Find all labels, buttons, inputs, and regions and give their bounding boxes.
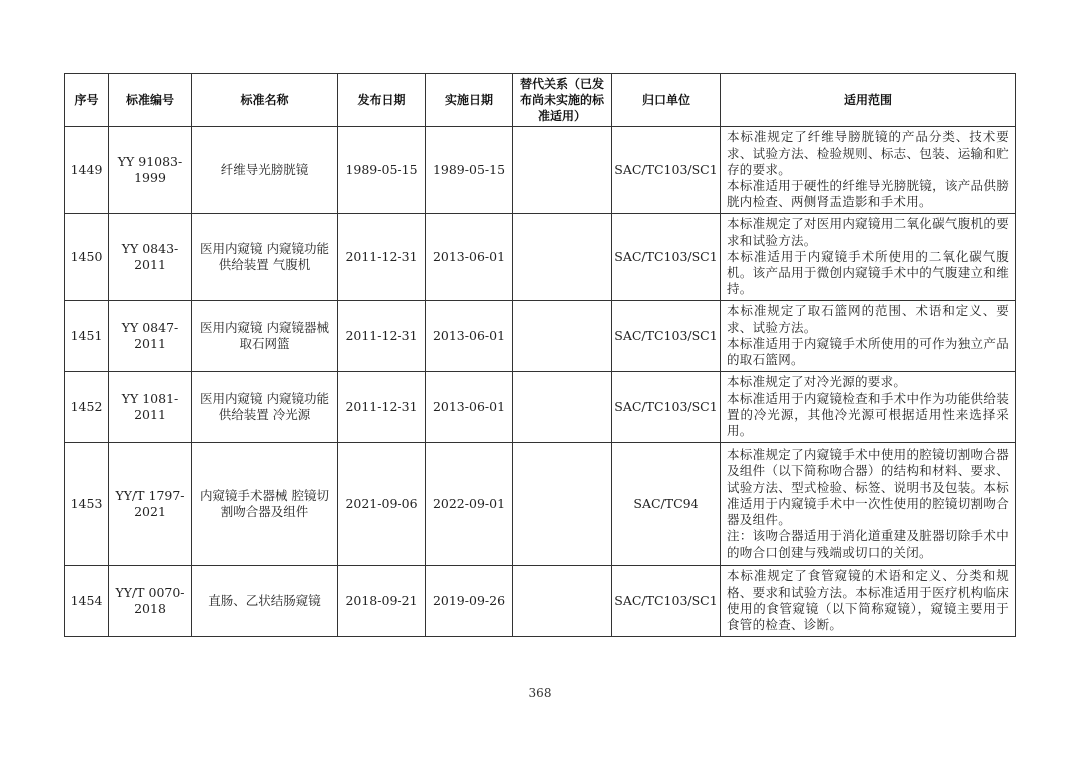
table-row [65,214,1016,301]
row-no: 1453 [65,443,109,566]
row-replacement [513,566,612,637]
table-row [65,301,1016,372]
table-row [65,372,1016,443]
row-scope-text: 本标准规定了内窥镜手术中使用的腔镜切割吻合器及组件（以下简称吻合器）的结构和材料、要求、试验方法、型式检验、标签、说明书及包装。本标准适用于内窥镜手术中一次性使用的腔镜切割吻合器及组件。 注：该吻合器适用于消化道重建及脏器切除手术中的吻合口创建与残端或切口的关闭。 [727,446,1009,560]
row-publish-date: 2011-12-31 [338,301,426,372]
row-scope [721,372,1016,443]
row-code: YY/T 0070-2018 [109,566,192,637]
row-publish-date: 2011-12-31 [338,214,426,301]
row-replacement [513,372,612,443]
row-unit: SAC/TC103/SC1 [612,301,721,372]
row-implement-date: 2019-09-26 [426,566,513,637]
row-code: YY 0847-2011 [109,301,192,372]
row-implement-date: 2022-09-01 [426,443,513,566]
row-replacement [513,214,612,301]
header-implement-date: 实施日期 [426,74,513,127]
row-name: 直肠、乙状结肠窥镜 [192,566,338,637]
row-name: 医用内窥镜 内窥镜功能供给装置 气腹机 [192,214,338,301]
header-replacement: 替代关系（已发布尚未实施的标准适用） [513,74,612,127]
row-scope [721,127,1016,214]
row-replacement [513,301,612,372]
page-number: 368 [528,686,552,700]
row-replacement [513,127,612,214]
row-code: YY 91083-1999 [109,127,192,214]
row-name: 纤维导光膀胱镜 [192,127,338,214]
standards-table [64,73,1016,637]
row-implement-date: 1989-05-15 [426,127,513,214]
table-row [65,127,1016,214]
header-scope: 适用范围 [721,74,1016,127]
table-row [65,566,1016,637]
row-implement-date: 2013-06-01 [426,372,513,443]
row-unit: SAC/TC94 [612,443,721,566]
row-implement-date: 2013-06-01 [426,301,513,372]
table-row [65,443,1016,566]
row-name: 内窥镜手术器械 腔镜切割吻合器及组件 [192,443,338,566]
row-publish-date: 1989-05-15 [338,127,426,214]
row-replacement [513,443,612,566]
row-scope-text: 本标准规定了食管窥镜的术语和定义、分类和规格、要求和试验方法。本标准适用于医疗机构临床使用的食管窥镜（以下简称窥镜），窥镜主要用于食管的检查、诊断。 [727,568,1009,633]
row-scope-text: 本标准规定了纤维导膀胱镜的产品分类、技术要求、试验方法、检验规则、标志、包装、运输和贮存的要求。 本标准适用于硬性的纤维导光膀胱镜，该产品供膀胱内检查、两侧肾盂造影和手术用。 [727,129,1009,210]
row-scope-text: 本标准规定了对冷光源的要求。 本标准适用于内窥镜检查和手术中作为功能供给装置的冷光源，其他冷光源可根据适用性来选择采用。 [727,374,1009,439]
row-name: 医用内窥镜 内窥镜功能供给装置 冷光源 [192,372,338,443]
row-scope-text: 本标准规定了对医用内窥镜用二氧化碳气腹机的要求和试验方法。 本标准适用于内窥镜手术所使用的二氧化碳气腹机。该产品用于微创内窥镜手术中的气腹建立和维持。 [727,216,1009,297]
row-unit: SAC/TC103/SC1 [612,372,721,443]
header-name: 标准名称 [192,74,338,127]
header-code: 标准编号 [109,74,192,127]
row-implement-date: 2013-06-01 [426,214,513,301]
row-no: 1454 [65,566,109,637]
row-publish-date: 2021-09-06 [338,443,426,566]
row-name: 医用内窥镜 内窥镜器械 取石网篮 [192,301,338,372]
header-unit: 归口单位 [612,74,721,127]
row-publish-date: 2018-09-21 [338,566,426,637]
row-no: 1449 [65,127,109,214]
row-unit: SAC/TC103/SC1 [612,127,721,214]
row-no: 1452 [65,372,109,443]
row-unit: SAC/TC103/SC1 [612,214,721,301]
row-no: 1451 [65,301,109,372]
row-scope [721,214,1016,301]
row-scope-text: 本标准规定了取石篮网的范围、术语和定义、要求、试验方法。 本标准适用于内窥镜手术所使用的可作为独立产品的取石篮网。 [727,303,1009,368]
row-no: 1450 [65,214,109,301]
row-scope [721,301,1016,372]
header-publish-date: 发布日期 [338,74,426,127]
row-code: YY 0843-2011 [109,214,192,301]
row-code: YY/T 1797-2021 [109,443,192,566]
header-row [65,74,1016,127]
row-unit: SAC/TC103/SC1 [612,566,721,637]
row-publish-date: 2011-12-31 [338,372,426,443]
row-code: YY 1081-2011 [109,372,192,443]
row-scope [721,566,1016,637]
header-no: 序号 [65,74,109,127]
row-scope [721,443,1016,566]
